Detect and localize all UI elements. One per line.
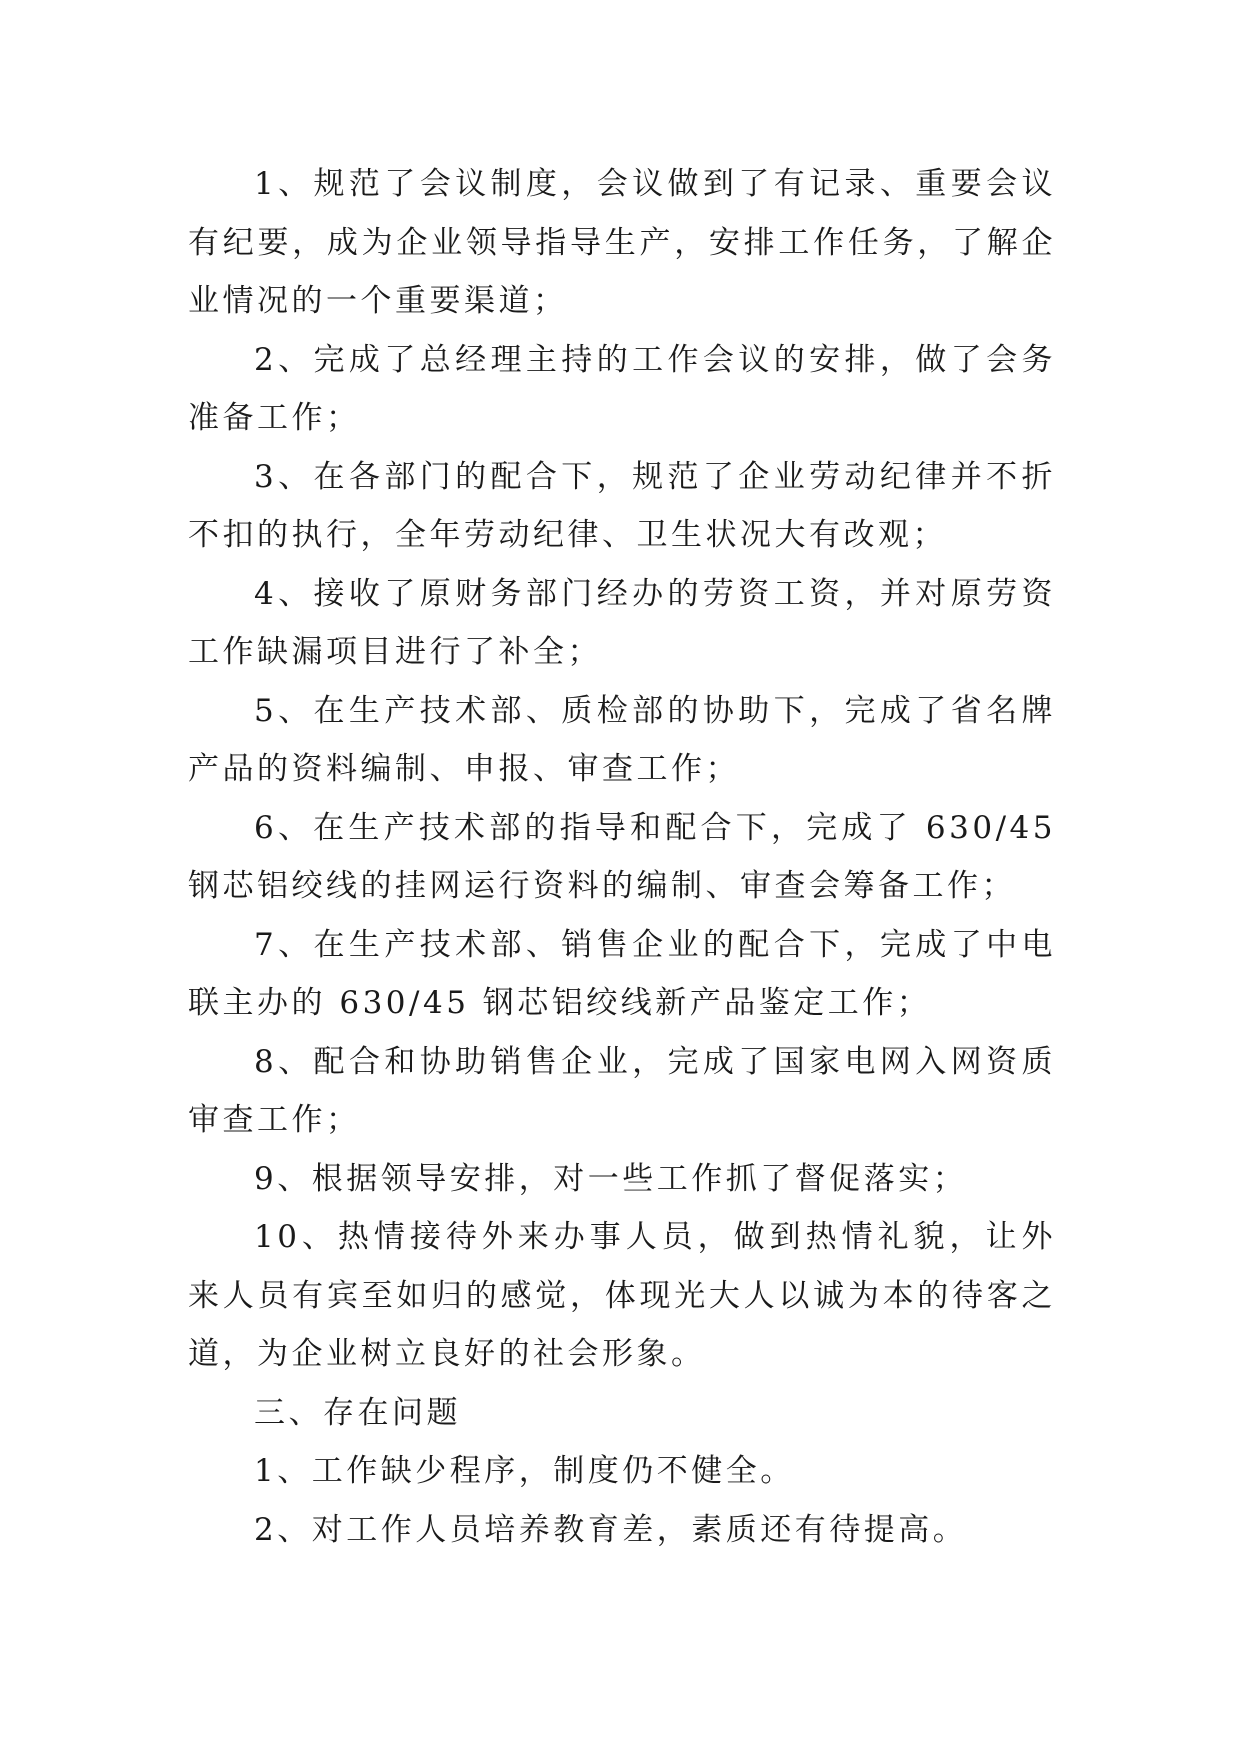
issue-item-2: 2、对工作人员培养教育差，素质还有待提高。 [254, 1511, 968, 1548]
paragraph-item-3: 3、在各部门的配合下，规范了企业劳动纪律并不折不扣的执行，全年劳动纪律、卫生状况大有改观； [188, 458, 1056, 553]
paragraph-item-9: 9、根据领导安排，对一些工作抓了督促落实； [254, 1160, 968, 1197]
document-body [188, 155, 1056, 1559]
paragraph-item-2: 2、完成了总经理主持的工作会议的安排，做了会务准备工作； [188, 341, 1056, 436]
paragraph-item-5: 5、在生产技术部、质检部的协助下，完成了省名牌产品的资料编制、申报、审查工作； [188, 692, 1056, 787]
paragraph-item-7: 7、在生产技术部、销售企业的配合下，完成了中电联主办的 630/45 钢芯铝绞线新产品鉴定工作； [188, 926, 1056, 1021]
section-heading-issues: 三、存在问题 [254, 1394, 461, 1431]
paragraph-item-4: 4、接收了原财务部门经办的劳资工资，并对原劳资工作缺漏项目进行了补全； [188, 575, 1056, 670]
paragraph-item-10: 10、热情接待外来办事人员，做到热情礼貌，让外来人员有宾至如归的感觉，体现光大人以诚为本的待客之道，为企业树立良好的社会形象。 [188, 1219, 1056, 1372]
paragraph-item-8: 8、配合和协助销售企业，完成了国家电网入网资质审查工作； [188, 1043, 1056, 1138]
issue-item-1: 1、工作缺少程序，制度仍不健全。 [254, 1453, 795, 1489]
paragraph-item-1: 1、规范了会议制度，会议做到了有记录、重要会议有纪要，成为企业领导指导生产，安排工作任务，了解企业情况的一个重要渠道； [188, 166, 1056, 319]
paragraph-item-6: 6、在生产技术部的指导和配合下，完成了 630/45 钢芯铝绞线的挂网运行资料的编制、审查会筹备工作； [188, 809, 1056, 904]
